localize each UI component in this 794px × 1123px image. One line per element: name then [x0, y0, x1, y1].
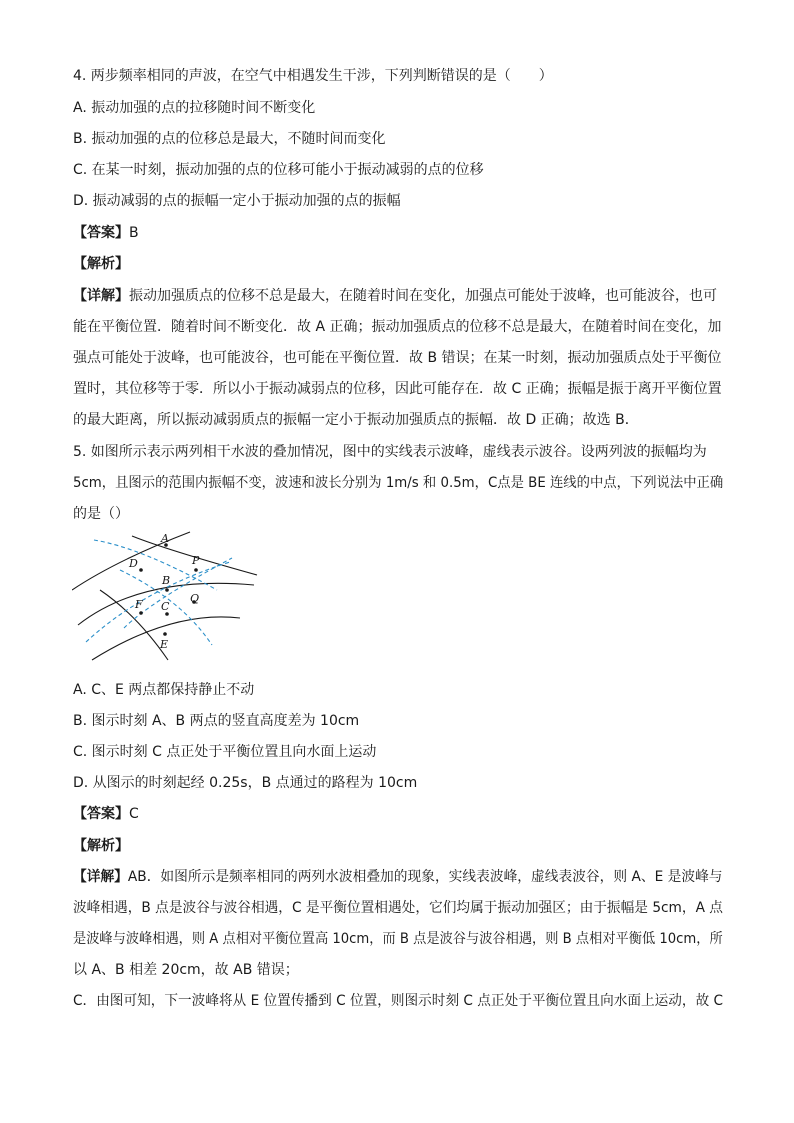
- q4-detail-line-3: 强点可能处于波峰，也可能波谷，也可能在平衡位置．故 B 错误；在某一时刻，振动加强质点处于平衡位: [73, 350, 722, 366]
- q5-analysis-tag: 【解析】: [73, 838, 129, 854]
- q5-option-a: A. C、E 两点都保持静止不动: [73, 682, 255, 698]
- point-e: [163, 632, 167, 636]
- wave-interference-figure: [72, 530, 262, 665]
- q5-stem-line-2: 5cm，且图示的范围内振幅不变，波速和波长分别为 1m/s 和 0.5m，C点是 BE 连线的中点，下列说法中正确: [73, 475, 724, 491]
- q4-detail-line-5: 的最大距离，所以振动减弱质点的振幅一定小于振动加强质点的振幅．故 D 正确；故选 B．: [73, 412, 639, 428]
- q4-analysis-tag: 【解析】: [73, 256, 129, 272]
- q5-detail-line-4: 以 A、B 相差 20cm，故 AB 错误；: [73, 962, 299, 978]
- q5-detail-line-3: 是波峰与波峰相遇，则 A 点相对平衡位置高 10cm，而 B 点是波谷与波谷相遇，则 B 点相对平衡低 10cm，所: [73, 931, 723, 947]
- q4-option-d: D. 振动减弱的点的振幅一定小于振动加强的点的振幅: [73, 193, 401, 209]
- label-c: C: [161, 600, 170, 613]
- q4-answer-value: B: [129, 225, 139, 241]
- q5-option-d: D. 从图示的时刻起经 0.25s，B 点通过的路程为 10cm: [73, 775, 418, 791]
- q4-detail-line-2: 能在平衡位置．随着时间不断变化．故 A 正确；振动加强质点的位移不总是最大，在随着时间在变化，加: [73, 319, 722, 335]
- q4-option-b: B. 振动加强的点的位移总是最大，不随时间而变化: [73, 131, 386, 147]
- q5-stem-line-3: 的是（）: [73, 506, 129, 522]
- q5-detail-line-1: [73, 867, 723, 887]
- q4-answer-row: [73, 223, 139, 243]
- q5-detail-line-5: C．由图可知，下一波峰将从 E 位置传播到 C 位置，则图示时刻 C 点正处于平衡位置且向水面上运动，故 C: [73, 993, 724, 1009]
- q5-detail-tag: 【详解】: [73, 869, 128, 885]
- q4-detail-line-4: 置时，其位移等于零．所以小于振动减弱点的位移，因此可能存在．故 C 正确；振幅是振于离开平衡位置: [73, 381, 722, 397]
- point-f: [139, 611, 143, 615]
- label-f: F: [135, 598, 143, 611]
- point-b: [165, 588, 169, 592]
- q4-option-a: A. 振动加强的点的拉移随时间不断变化: [73, 100, 316, 116]
- label-d: D: [129, 557, 138, 570]
- point-d: [139, 568, 143, 572]
- q5-detail-text-1: AB．如图所示是频率相同的两列水波相叠加的现象，实线表波峰，虚线表波谷，则 A、E 是波峰与: [127, 869, 723, 885]
- q4-option-c: C. 在某一时刻，振动加强的点的位移可能小于振动减弱的点的位移: [73, 162, 484, 178]
- q4-detail-text-1: 振动加强质点的位移不总是最大，在随着时间在变化，加强点可能处于波峰，也可能波谷，也可: [129, 288, 717, 304]
- q4-stem: 4. 两步频率相同的声波，在空气中相遇发生干涉，下列判断错误的是（ ）: [73, 68, 553, 84]
- label-q: Q: [190, 592, 200, 605]
- q4-detail-line-1: [73, 286, 717, 306]
- q5-answer-value: C: [129, 806, 139, 822]
- q5-option-b: B. 图示时刻 A、B 两点的竖直高度差为 10cm: [73, 713, 360, 729]
- label-a: A: [161, 532, 169, 545]
- point-p: [194, 568, 198, 572]
- q4-detail-tag: 【详解】: [73, 288, 129, 304]
- q5-detail-line-2: 波峰相遇，B 点是波谷与波谷相遇，C 是平衡位置相遇处，它们均属于振动加强区；由于振幅是 5cm，A 点: [73, 900, 723, 916]
- trough-lines: [86, 540, 232, 645]
- label-e: E: [160, 638, 169, 651]
- q5-option-c: C. 图示时刻 C 点正处于平衡位置且向水面上运动: [73, 744, 377, 760]
- q5-answer-tag: 【答案】: [73, 806, 129, 822]
- q4-answer-tag: 【答案】: [73, 225, 129, 241]
- label-p: P: [192, 554, 200, 567]
- q5-answer-row: [73, 804, 139, 824]
- q5-stem-line-1: 5. 如图所示表示两列相干水波的叠加情况，图中的实线表示波峰，虚线表示波谷。设两列波的振幅均为: [73, 444, 707, 460]
- label-b: B: [162, 574, 171, 587]
- figure-points: [139, 543, 198, 636]
